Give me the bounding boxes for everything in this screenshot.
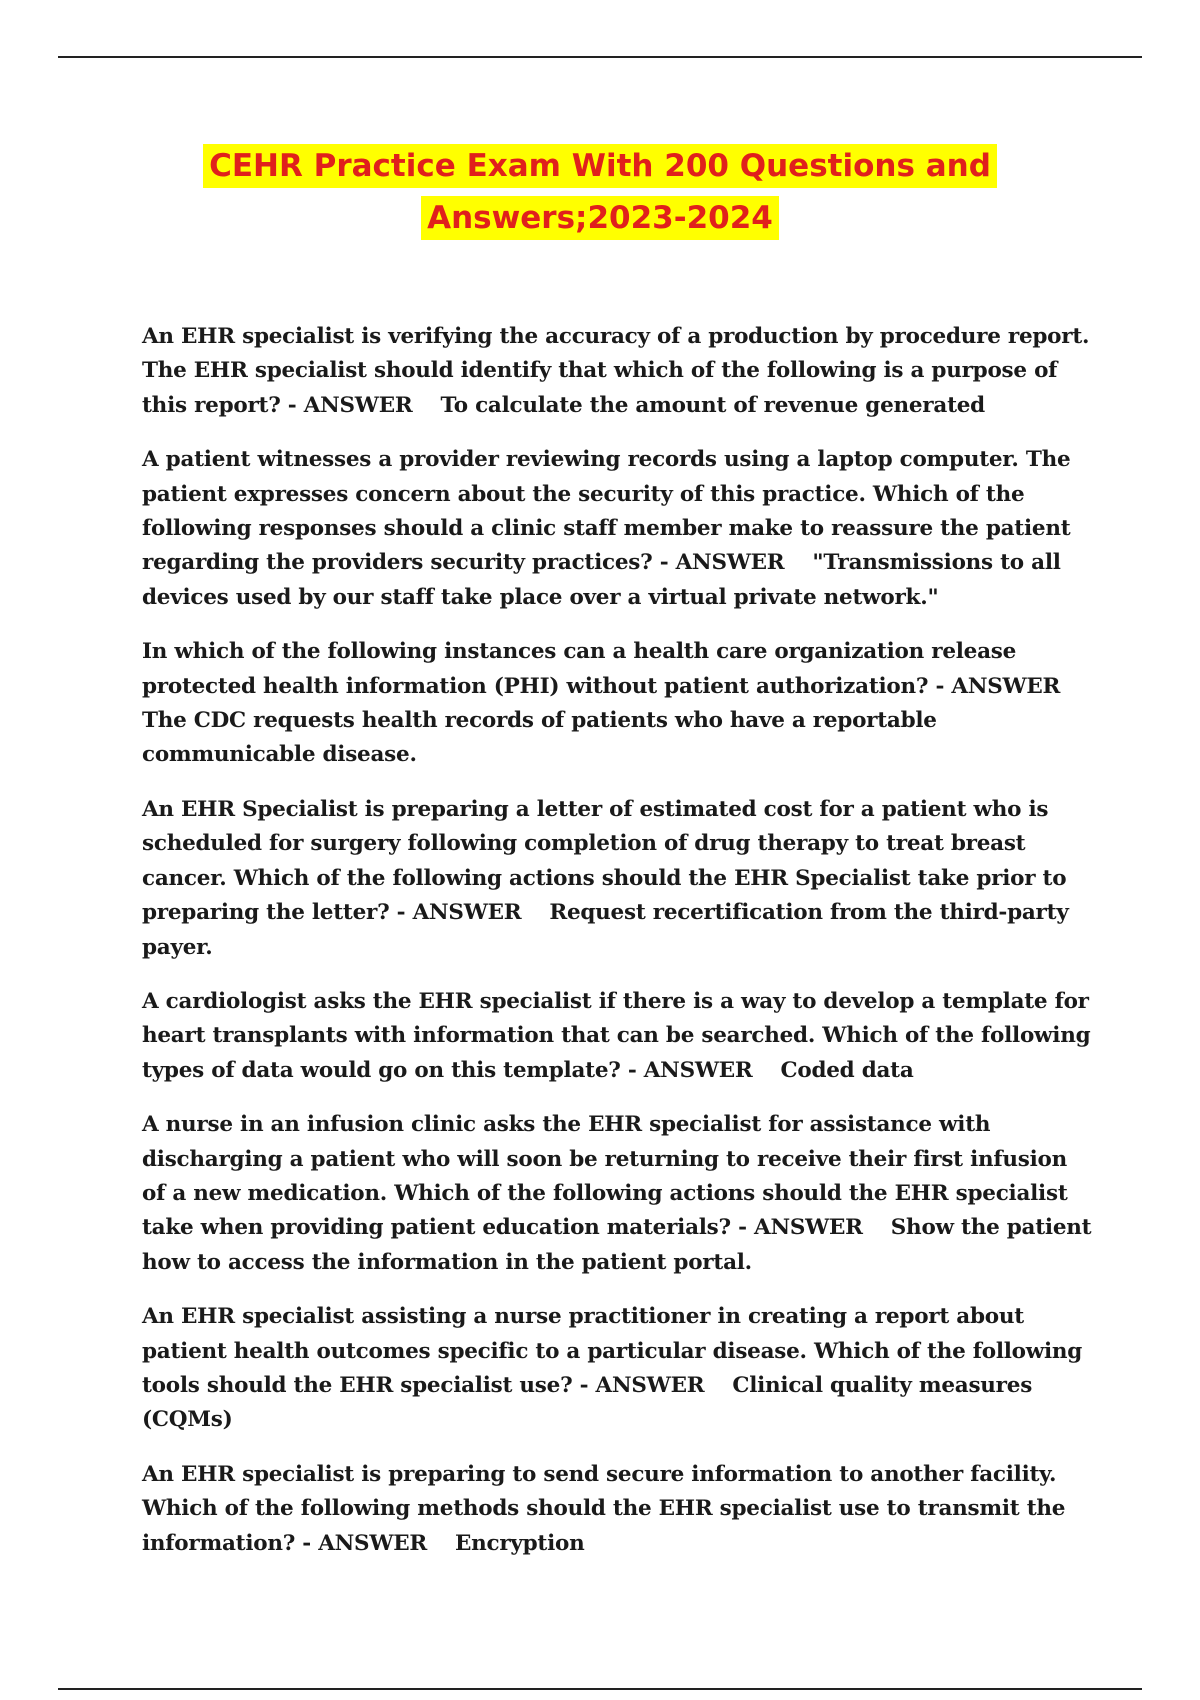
answer-text: Coded data	[780, 1057, 914, 1083]
answer-text: "Transmissions to all devices used by our staff take place over a virtual private network."	[142, 550, 1061, 610]
qa-item-6	[142, 1108, 1097, 1280]
qa-item-5	[142, 985, 1097, 1088]
title-line-2: Answers;2023-2024	[421, 196, 779, 240]
top-rule	[58, 56, 1142, 58]
qa-item-1	[142, 320, 1097, 423]
answer-text: Encryption	[454, 1530, 585, 1556]
question-text: A cardiologist asks the EHR specialist if there is a way to develop a template for heart transplants with information that can be searched. Which of the following types of data would go on this template? - ANSWER	[142, 988, 1091, 1083]
qa-list	[142, 320, 1097, 1581]
answer-text: To calculate the amount of revenue generated	[440, 392, 985, 418]
answer-text: Request recertification from the third-party payer.	[142, 900, 1069, 960]
question-text: A patient witnesses a provider reviewing records using a laptop computer. The patient expresses concern about the security of this practice. Which of the following responses should a clinic staff member make to reassure the patient regarding the providers security practices? - ANSWER	[142, 447, 1071, 576]
title-line-1: CEHR Practice Exam With 200 Questions and	[203, 144, 997, 188]
question-text: A nurse in an infusion clinic asks the EHR specialist for assistance with discharging a patient who will soon be returning to receive their first infusion of a new medication. Which of the following actions should the EHR specialist take when providing patient education materials? - ANSWER	[142, 1112, 1068, 1241]
question-text: An EHR Specialist is preparing a letter of estimated cost for a patient who is scheduled for surgery following completion of drug therapy to treat breast cancer. Which of the following actions should the EHR Specialist take prior to preparing the letter? - ANSWER	[142, 796, 1067, 926]
answer-text: Show the patient how to access the information in the patient portal.	[142, 1215, 1092, 1275]
answer-text: Clinical quality measures (CQMs)	[142, 1372, 1033, 1433]
qa-item-7	[142, 1300, 1097, 1438]
answer-text: The CDC requests health records of patients who have a reportable communicable disease.	[142, 708, 937, 768]
bottom-rule	[58, 1688, 1142, 1690]
qa-item-4	[142, 793, 1097, 965]
question-text: An EHR specialist assisting a nurse practitioner in creating a report about patient health outcomes specific to a particular disease. Which of the following tools should the EHR specialist use? - ANSWER	[142, 1304, 1083, 1398]
question-text: An EHR specialist is preparing to send secure information to another facility. Which of the following methods should the EHR specialist use to transmit the information? - ANSWER	[142, 1461, 1066, 1556]
document-title	[0, 144, 1200, 240]
qa-item-8	[142, 1458, 1097, 1561]
qa-item-3	[142, 635, 1097, 773]
question-text: In which of the following instances can a health care organization release protected health information (PHI) without patient authorization? - ANSWER	[142, 639, 1061, 699]
qa-item-2	[142, 443, 1097, 615]
question-text: An EHR specialist is verifying the accuracy of a production by procedure report. The EHR specialist should identify that which of the following is a purpose of this report? - ANSWER	[142, 324, 1090, 418]
